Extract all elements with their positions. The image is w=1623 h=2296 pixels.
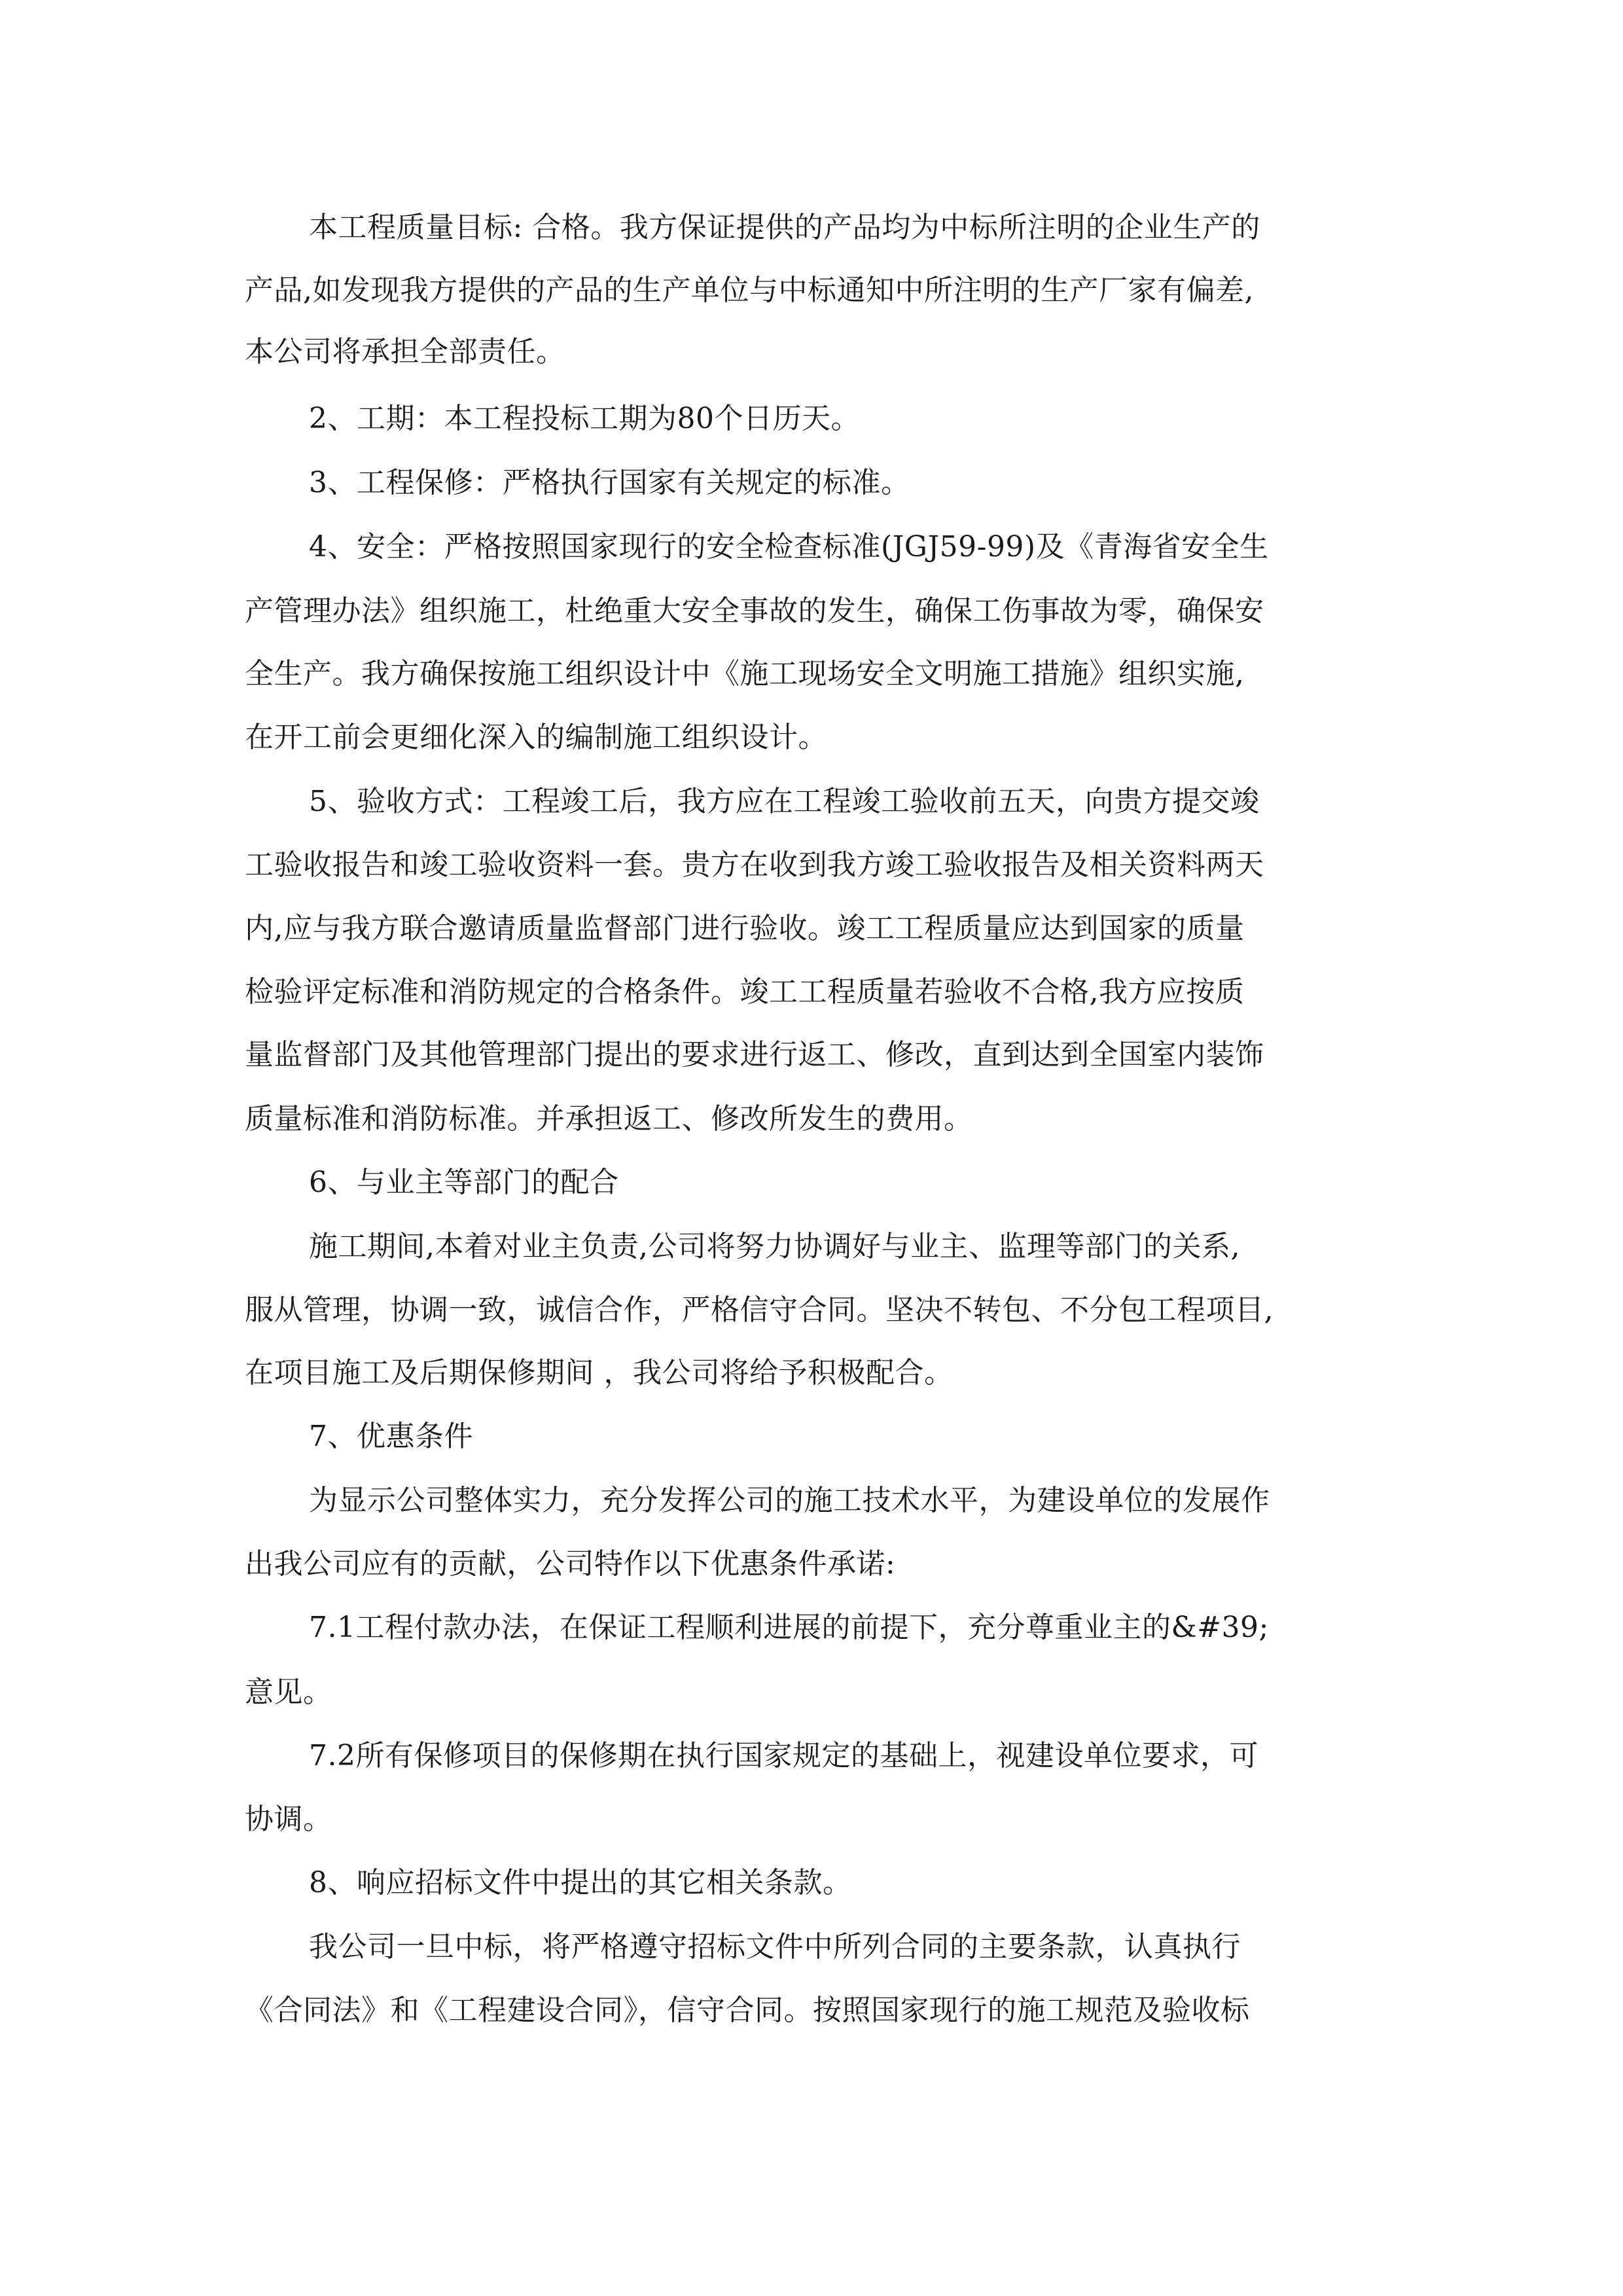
text-line: 内,应与我方联合邀请质量监督部门进行验收。竣工工程质量应达到国家的质量 — [245, 912, 1245, 945]
text-line: 检验评定标准和消防规定的合格条件。竣工工程质量若验收不合格,我方应按质 — [245, 975, 1245, 1009]
text-line: 7.1工程付款办法，在保证工程顺利进展的前提下，充分尊重业主的&#39; — [309, 1611, 1269, 1644]
text-line: 意见。 — [245, 1676, 332, 1709]
text-line: 6、与业主等部门的配合 — [309, 1166, 619, 1199]
text-line: 我公司一旦中标，将严格遵守招标文件中所列合同的主要条款，认真执行 — [309, 1930, 1241, 1964]
text-line: 3、工程保修：严格执行国家有关规定的标准。 — [309, 466, 910, 499]
text-line: 5、验收方式：工程竣工后，我方应在工程竣工验收前五天，向贵方提交竣 — [309, 785, 1260, 818]
text-line: 出我公司应有的贡献，公司特作以下优惠条件承诺: — [245, 1547, 896, 1581]
text-line: 服从管理，协调一致，诚信合作，严格信守合同。坚决不转包、不分包工程项目, — [245, 1293, 1274, 1327]
text-line: 本工程质量目标: 合格。我方保证提供的产品均为中标所注明的企业生产的 — [309, 211, 1260, 244]
text-line: 《合同法》和《工程建设合同》，信守合同。按照国家现行的施工规范及验收标 — [245, 1994, 1250, 2027]
text-line: 8、响应招标文件中提出的其它相关条款。 — [309, 1866, 852, 1899]
text-line: 本公司将承担全部责任。 — [245, 335, 565, 368]
text-line: 在项目施工及后期保修期间 ，我公司将给予积极配合。 — [245, 1356, 954, 1390]
text-line: 产品,如发现我方提供的产品的生产单位与中标通知中所注明的生产厂家有偏差, — [245, 274, 1254, 307]
text-line: 量监督部门及其他管理部门提出的要求进行返工、修改，直到达到全国室内装饰 — [245, 1038, 1264, 1071]
text-line: 全生产。我方确保按施工组织设计中《施工现场安全文明施工措施》组织实施, — [245, 657, 1245, 691]
text-line: 质量标准和消防标准。并承担返工、修改所发生的费用。 — [245, 1102, 973, 1136]
text-line: 协调。 — [245, 1803, 332, 1836]
text-line: 4、安全：严格按照国家现行的安全检查标准(JGJ59-99)及《青海省安全生 — [309, 530, 1269, 564]
text-line: 在开工前会更细化深入的编制施工组织设计。 — [245, 721, 827, 754]
text-line: 7、优惠条件 — [309, 1420, 473, 1453]
text-line: 工验收报告和竣工验收资料一套。贵方在收到我方竣工验收报告及相关资料两天 — [245, 848, 1264, 882]
text-line: 产管理办法》组织施工，杜绝重大安全事故的发生，确保工伤事故为零，确保安 — [245, 594, 1264, 628]
text-line: 2、工期：本工程投标工期为80个日历天。 — [309, 402, 860, 435]
text-line: 为显示公司整体实力，充分发挥公司的施工技术水平，为建设单位的发展作 — [309, 1484, 1270, 1517]
text-line: 施工期间,本着对业主负责,公司将努力协调好与业主、监理等部门的关系, — [309, 1230, 1240, 1263]
text-line: 7.2所有保修项目的保修期在执行国家规定的基础上，视建设单位要求，可 — [309, 1739, 1258, 1772]
